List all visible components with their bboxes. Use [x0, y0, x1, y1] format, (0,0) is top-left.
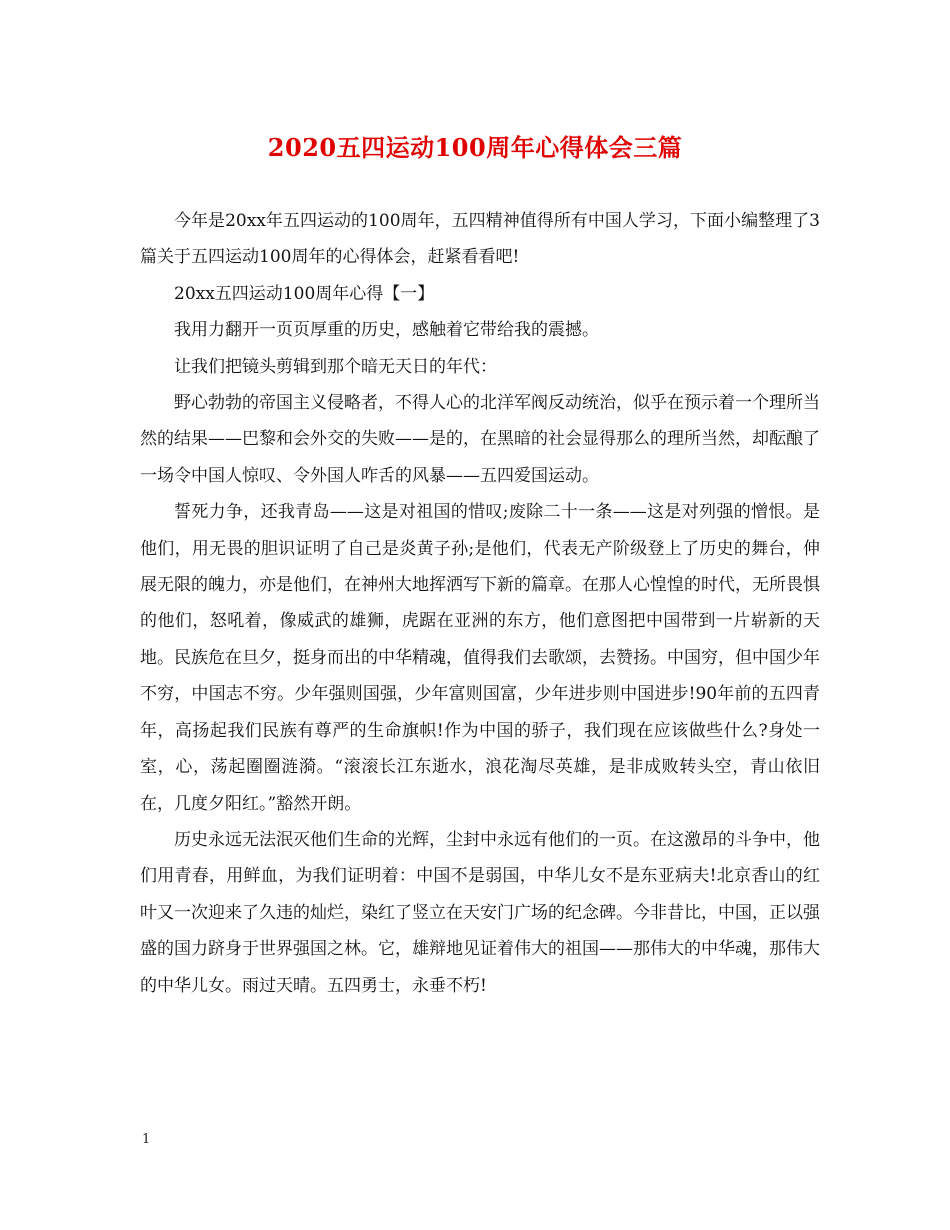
intro-paragraph: 今年是20xx年五四运动的100周年，五四精神值得所有中国人学习，下面小编整理了3篇关于五四运动100周年的心得体会，赶紧看看吧! [140, 211, 820, 268]
page-number: 1 [142, 1132, 151, 1147]
body-paragraph: 野心勃勃的帝国主义侵略者，不得人心的北洋军阀反动统治，似乎在预示着一个理所当然的结果——巴黎和会外交的失败——是的，在黑暗的社会显得那么的理所当然，却酝酿了一场令中国人惊叹、令外国人咋舌的风暴——五四爱国运动。 [140, 393, 820, 486]
body-paragraph: 誓死力争，还我青岛——这是对祖国的惜叹;废除二十一条——这是对列强的憎恨。是他们，用无畏的胆识证明了自己是炎黄子孙;是他们，代表无产阶级登上了历史的舞台，伸展无限的魄力，亦是他们，在神州大地挥洒写下新的篇章。在那人心惶惶的时代，无所畏惧的他们，怒吼着，像威武的雄狮，虎踞在亚洲的东方，他们意图把中国带到一片崭新的天地。民族危在旦夕，挺身而出的中华精魂，值得我们去歌颂，去赞扬。中国穷，但中国少年不穷，中国志不穷。少年强则国强，少年富则国富，少年进步则中国进步!90年前的五四青年，高扬起我们民族有尊严的生命旗帜!作为中国的骄子，我们现在应该做些什么?身处一室，心，荡起圈圈涟漪。“滚滚长江东逝水，浪花淘尽英雄，是非成败转头空，青山依旧在，几度夕阳红。”豁然开朗。 [140, 502, 820, 814]
document-body [140, 203, 820, 1004]
section-heading: 20xx五四运动100周年心得【一】 [174, 283, 435, 304]
body-paragraph: 历史永远无法泯灭他们生命的光辉，尘封中永远有他们的一页。在这激昂的斗争中，他们用青春，用鲜血，为我们证明着：中国不是弱国，中华儿女不是东亚病夫!北京香山的红叶又一次迎来了久违的灿烂，染红了竖立在天安门广场的纪念碑。今非昔比，中国，正以强盛的国力跻身于世界强国之林。它，雄辩地见证着伟大的祖国——那伟大的中华魂，那伟大的中华儿女。雨过天晴。五四勇士，永垂不朽! [140, 829, 820, 996]
body-paragraph: 我用力翻开一页页厚重的历史，感触着它带给我的震撼。 [174, 320, 599, 341]
body-paragraph: 让我们把镜头剪辑到那个暗无天日的年代： [174, 356, 497, 377]
document-title: 2020五四运动100周年心得体会三篇 [267, 133, 683, 162]
